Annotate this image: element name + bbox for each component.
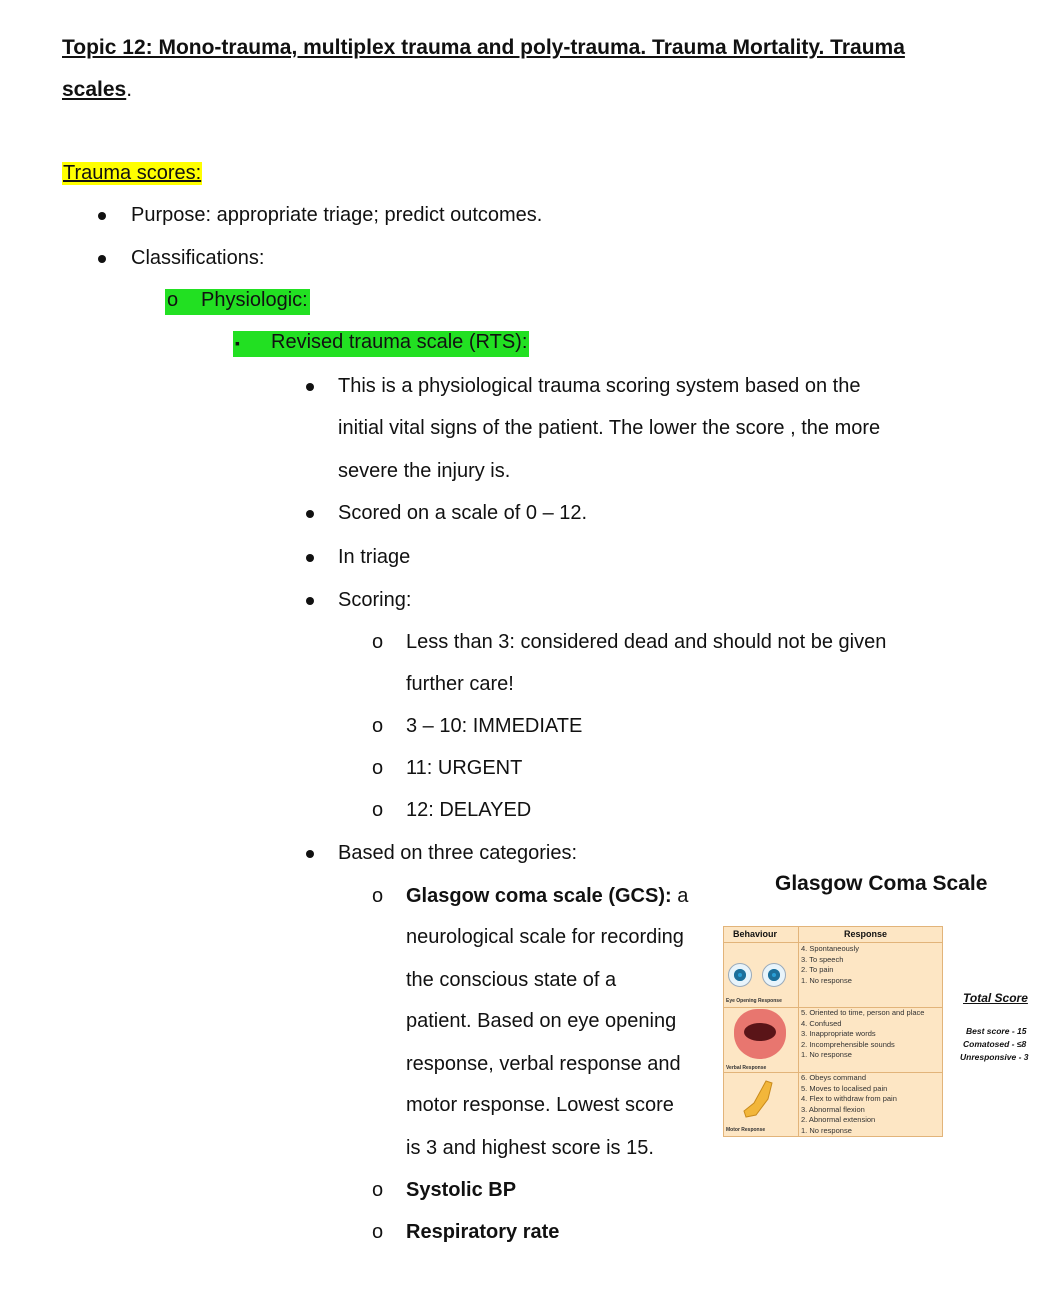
bullet-dot [98, 255, 106, 263]
section-heading: Trauma scores: [63, 162, 202, 184]
gcs-category-bold: Glasgow coma scale (GCS): [406, 885, 672, 907]
response-item: 2. Abnormal extension [801, 1115, 876, 1125]
response-item: 6. Obeys command [801, 1073, 867, 1082]
score-item-delayed: 12: DELAYED [406, 799, 532, 821]
rts-description-line2: initial vital signs of the patient. The lower the score , the more [338, 417, 881, 439]
response-item: 1. No response [801, 1125, 852, 1135]
gcs-category-line1 [406, 885, 688, 908]
respiratory-rate-text: Respiratory rate [406, 1221, 560, 1243]
physiologic-label: Physiologic: [201, 289, 308, 311]
page-title: Topic 12: Mono-trauma, multiplex trauma and poly-trauma. Trauma Mortality. Trauma [62, 36, 905, 59]
response-item: 3. Abnormal flexion [801, 1104, 865, 1114]
rts-marker: ▪ [235, 335, 240, 351]
gcs-figure-title: Glasgow Coma Scale [775, 872, 988, 895]
bullet-dot [98, 212, 106, 220]
bullet-dot [306, 597, 314, 605]
categories-text: Based on three categories: [338, 842, 578, 864]
gcs-line: the conscious state of a [406, 969, 617, 991]
gcs-line: patient. Based on eye opening [406, 1010, 677, 1032]
total-score-line: Best score - 15 [966, 1026, 1027, 1036]
eye-opening-label: Eye Opening Response [726, 998, 782, 1004]
page-title-period: . [126, 78, 133, 101]
score-item-dead-line1: Less than 3: considered dead and should not be given [406, 631, 887, 653]
response-item: 4. Spontaneously [801, 944, 859, 953]
circle-marker: o [372, 757, 384, 779]
table-divider [724, 942, 942, 943]
eye-icon [728, 963, 752, 987]
circle-marker: o [372, 715, 384, 737]
gcs-line: motor response. Lowest score [406, 1094, 674, 1116]
motor-responses [801, 1073, 897, 1137]
mouth-icon [734, 1009, 786, 1059]
rts-description-line3: severe the injury is. [338, 460, 511, 482]
purpose-text: Purpose: appropriate triage; predict outcomes. [131, 204, 543, 226]
gcs-line: neurological scale for recording [406, 926, 684, 948]
verbal-responses [801, 1008, 924, 1061]
rts-triage-text: In triage [338, 546, 411, 568]
physiologic-marker: o [167, 289, 179, 311]
circle-marker: o [372, 1179, 384, 1201]
bullet-dot [306, 383, 314, 391]
rts-scoring-text: Scoring: [338, 589, 412, 611]
response-item: 4. Confused [801, 1018, 842, 1028]
circle-marker: o [372, 799, 384, 821]
gcs-table [723, 926, 943, 1137]
col-behaviour-header: Behaviour [733, 929, 778, 939]
gcs-line: response, verbal response and [406, 1053, 681, 1075]
total-score-title: Total Score [963, 991, 1028, 1005]
rts-description-line1: This is a physiological trauma scoring system based on the [338, 375, 861, 397]
hand-icon [738, 1077, 782, 1121]
rts-heading [233, 331, 529, 357]
response-item: 1. No response [801, 975, 852, 985]
table-divider [798, 927, 799, 1136]
response-item: 3. To speech [801, 954, 844, 964]
score-item-urgent: 11: URGENT [406, 757, 523, 779]
rts-label: Revised trauma scale (RTS): [271, 331, 528, 353]
page-title-line2: scales [62, 78, 127, 101]
col-response-header: Response [844, 929, 888, 939]
verbal-response-label: Verbal Response [726, 1065, 767, 1071]
systolic-bp-text: Systolic BP [406, 1179, 517, 1201]
response-item: 2. Incomprehensible sounds [801, 1039, 895, 1049]
score-item-dead-line2: further care! [406, 673, 514, 695]
page-title-continued [62, 78, 132, 102]
total-score-line: Unresponsive - 3 [960, 1052, 1029, 1062]
response-item: 5. Moves to localised pain [801, 1083, 888, 1093]
physiologic-heading [165, 289, 310, 315]
score-item-immediate: 3 – 10: IMMEDIATE [406, 715, 583, 737]
total-score-line: Comatosed - ≤8 [963, 1039, 1027, 1049]
eye-responses [801, 944, 859, 986]
eye-icon [762, 963, 786, 987]
rts-scale-text: Scored on a scale of 0 – 12. [338, 502, 588, 524]
response-item: 4. Flex to withdraw from pain [801, 1094, 897, 1104]
circle-marker: o [372, 1221, 384, 1243]
gcs-category-rest: a [671, 885, 689, 907]
motor-response-label: Motor Response [726, 1127, 766, 1133]
gcs-line: is 3 and highest score is 15. [406, 1137, 654, 1159]
bullet-dot [306, 554, 314, 562]
circle-marker: o [372, 885, 384, 907]
bullet-dot [306, 510, 314, 518]
bullet-dot [306, 850, 314, 858]
classifications-text: Classifications: [131, 247, 265, 269]
response-item: 5. Oriented to time, person and place [801, 1008, 925, 1017]
circle-marker: o [372, 631, 384, 653]
response-item: 2. To pain [801, 965, 834, 975]
response-item: 3. Inappropriate words [801, 1029, 876, 1039]
response-item: 1. No response [801, 1050, 852, 1060]
